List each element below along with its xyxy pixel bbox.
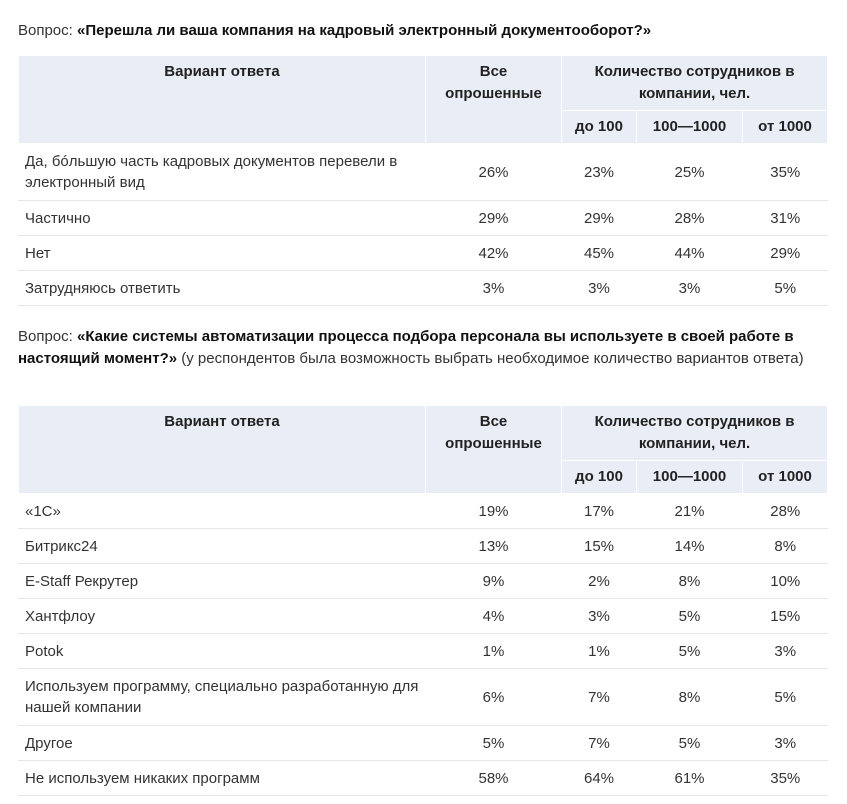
cell-100-1000: 44% [637,236,743,271]
cell-100-1000: 8% [637,564,743,599]
cell-all: 29% [426,201,562,236]
cell-up-to-100: 15% [562,529,637,564]
cell-100-1000: 25% [637,144,743,201]
table-row [19,564,828,599]
header-all: Все опрошенные [426,406,562,494]
cell-100-1000: 28% [637,201,743,236]
header-employee-count: Количество сотрудников в компании, чел. [562,56,828,111]
cell-from-1000: 10% [743,564,828,599]
cell-all: 13% [426,529,562,564]
cell-up-to-100: 3% [562,599,637,634]
table-2 [18,405,828,796]
row-label: Не используем никаких программ [19,761,426,796]
cell-all: 58% [426,761,562,796]
question-2 [18,326,827,392]
row-label: «1С» [19,494,426,529]
cell-up-to-100: 3% [562,271,637,306]
cell-from-1000: 29% [743,236,828,271]
cell-all: 26% [426,144,562,201]
cell-100-1000: 3% [637,271,743,306]
table-row [19,144,828,201]
cell-all: 9% [426,564,562,599]
row-label: Битрикс24 [19,529,426,564]
cell-from-1000: 5% [743,669,828,726]
row-label: Частично [19,201,426,236]
table-row [19,726,828,761]
cell-from-1000: 15% [743,599,828,634]
header-answer: Вариант ответа [19,406,426,494]
table-row [19,236,828,271]
cell-from-1000: 28% [743,494,828,529]
question-2-text: «Какие системы автоматизации процесса подбора персонала вы используете в своей работе в настоящий момент?» [18,328,794,367]
cell-from-1000: 5% [743,271,828,306]
table-row [19,271,828,306]
cell-all: 3% [426,271,562,306]
table-row [19,529,828,564]
row-label: Хантфлоу [19,599,426,634]
row-label: Другое [19,726,426,761]
table-1 [18,55,828,306]
cell-from-1000: 3% [743,634,828,669]
cell-all: 1% [426,634,562,669]
cell-up-to-100: 1% [562,634,637,669]
question-1-text: «Перешла ли ваша компания на кадровый электронный документооборот?» [77,22,652,39]
row-label: Нет [19,236,426,271]
cell-100-1000: 14% [637,529,743,564]
header-from-1000: от 1000 [743,111,828,144]
header-all: Все опрошенные [426,56,562,144]
cell-100-1000: 8% [637,669,743,726]
table-row [19,634,828,669]
cell-all: 19% [426,494,562,529]
cell-up-to-100: 23% [562,144,637,201]
table-row [19,669,828,726]
question-1 [18,0,827,42]
cell-100-1000: 5% [637,726,743,761]
question-1-prefix: Вопрос: [18,22,77,39]
row-label: E-Staff Рекрутер [19,564,426,599]
question-2-note: (у респондентов была возможность выбрать необходимое количество вариантов ответа) [177,350,804,367]
header-up-to-100: до 100 [562,111,637,144]
row-label: Используем программу, специально разработанную для нашей компании [19,669,426,726]
header-employee-count: Количество сотрудников в компании, чел. [562,406,828,461]
table-row [19,201,828,236]
row-label: Да, бóльшую часть кадровых документов перевели в электронный вид [19,144,426,201]
table-row [19,599,828,634]
cell-all: 5% [426,726,562,761]
cell-100-1000: 5% [637,634,743,669]
cell-all: 6% [426,669,562,726]
cell-100-1000: 61% [637,761,743,796]
header-100-1000: 100—1000 [637,111,743,144]
header-from-1000: от 1000 [743,461,828,494]
question-2-prefix: Вопрос: [18,328,77,345]
cell-up-to-100: 7% [562,669,637,726]
cell-from-1000: 31% [743,201,828,236]
cell-all: 4% [426,599,562,634]
cell-all: 42% [426,236,562,271]
table-row [19,761,828,796]
cell-from-1000: 3% [743,726,828,761]
cell-100-1000: 5% [637,599,743,634]
cell-from-1000: 8% [743,529,828,564]
cell-up-to-100: 45% [562,236,637,271]
table-row [19,494,828,529]
cell-from-1000: 35% [743,761,828,796]
cell-up-to-100: 7% [562,726,637,761]
cell-up-to-100: 64% [562,761,637,796]
cell-up-to-100: 29% [562,201,637,236]
header-up-to-100: до 100 [562,461,637,494]
row-label: Затрудняюсь ответить [19,271,426,306]
cell-up-to-100: 17% [562,494,637,529]
cell-up-to-100: 2% [562,564,637,599]
header-100-1000: 100—1000 [637,461,743,494]
header-answer: Вариант ответа [19,56,426,144]
cell-from-1000: 35% [743,144,828,201]
row-label: Potok [19,634,426,669]
cell-100-1000: 21% [637,494,743,529]
